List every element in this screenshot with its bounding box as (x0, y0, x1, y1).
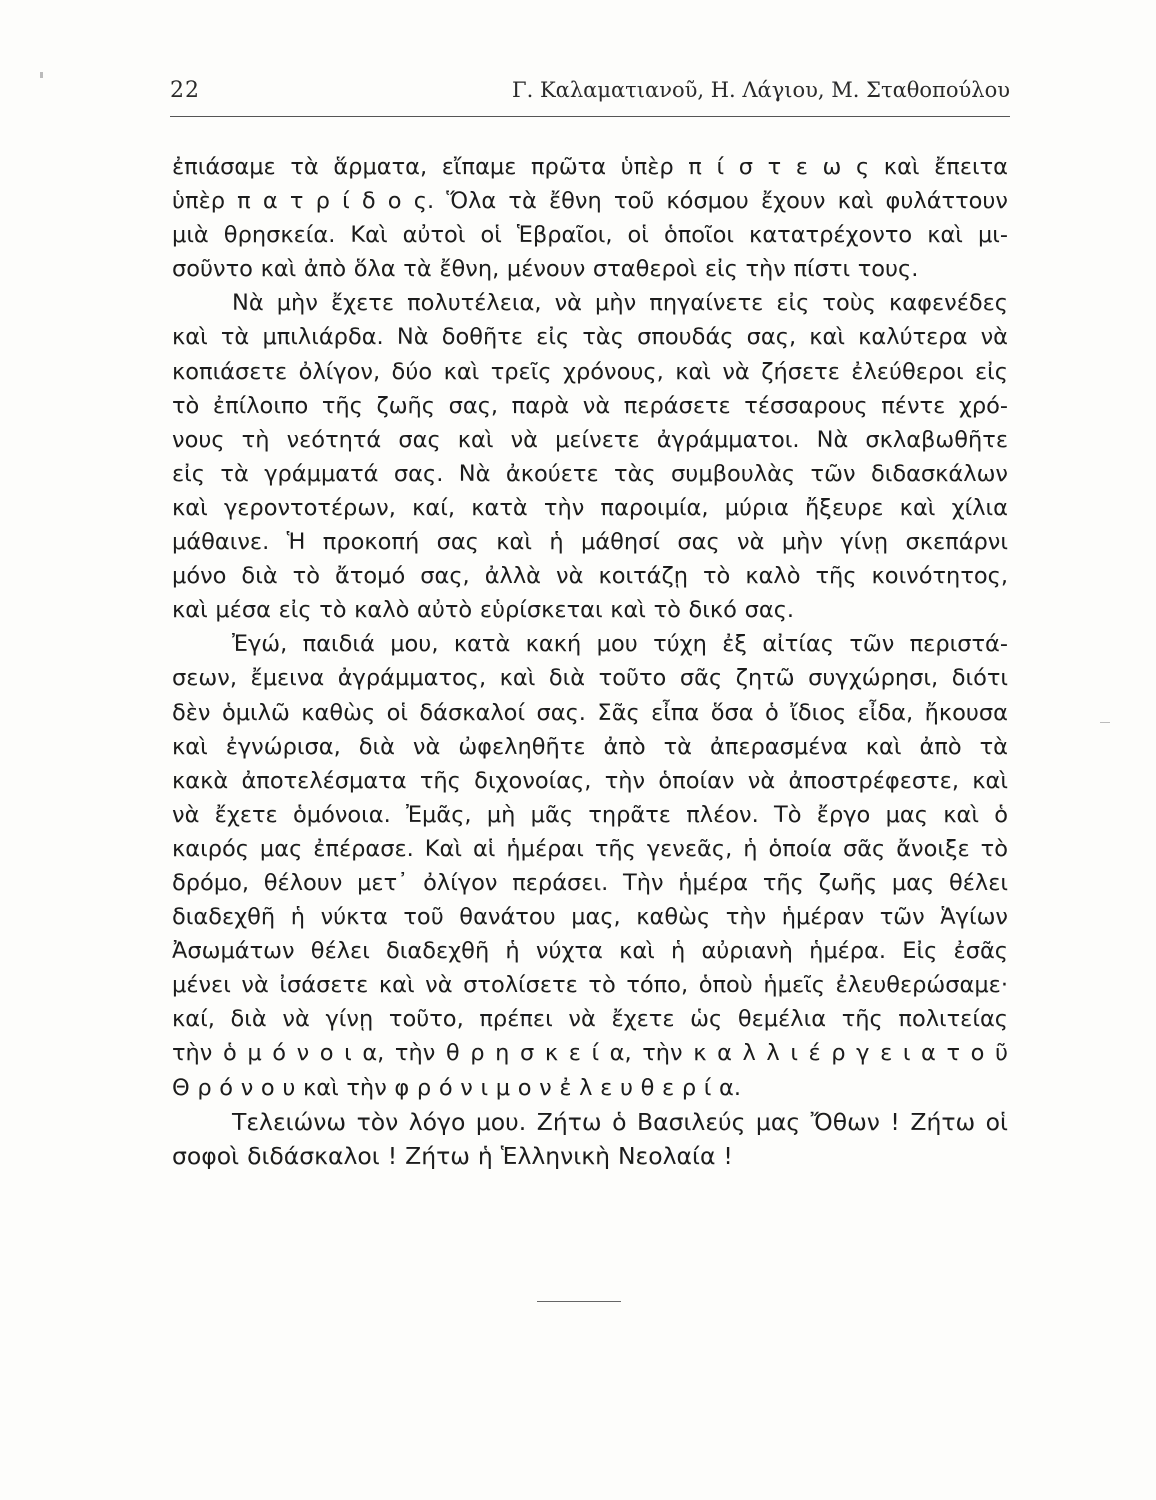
text-line: καὶ μέσα εἰς τὸ καλὸ αὐτὸ εὑρίσκεται καὶ τὸ δικό σας. (172, 597, 795, 624)
text-line: μόνο διὰ τὸ ἄτομό σας, ἀλλὰ νὰ κοιτάζῃ τὸ καλὸ τῆς κοινότητος, (172, 563, 1008, 590)
page-number: 22 (170, 78, 200, 103)
text-line: νὰ ἔχετε ὁμόνοια. Ἐμᾶς, μὴ μᾶς τηρᾶτε πλέον. Τὸ ἔργο μας καὶ ὁ (172, 801, 1008, 828)
footnote-rule (537, 1301, 621, 1302)
paragraph-start-line: Νὰ μὴν ἔχετε πολυτέλεια, νὰ μὴν πηγαίνετε εἰς τοὺς καφενέδες (232, 290, 1008, 317)
text-line: μιὰ θρησκεία. Καὶ αὐτοὶ οἱ Ἑβραῖοι, οἱ ὁποῖοι κατατρέχοντο καὶ μι- (172, 222, 1008, 249)
text-line: μάθαινε. Ἡ προκοπή σας καὶ ἡ μάθησί σας νὰ μὴν γίνῃ σκεπάρνι (172, 529, 1008, 556)
text-line: σοῦντο καὶ ἀπὸ ὅλα τὰ ἔθνη, μένουν σταθεροὶ εἰς τὴν πίστι τους. (172, 256, 919, 283)
text-line: ὑπὲρ π α τ ρ ί δ ο ς. Ὅλα τὰ ἔθνη τοῦ κόσμου ἔχουν καὶ φυλάττουν (172, 188, 1008, 215)
paragraph-start-line: Ἐγώ, παιδιά μου, κατὰ κακή μου τύχη ἐξ αἰτίας τῶν περιστά- (232, 631, 1008, 658)
body-text (172, 150, 1008, 1173)
header-rule (170, 116, 1010, 117)
text-line: καὶ τὰ μπιλιάρδα. Νὰ δοθῆτε εἰς τὰς σπουδάς σας, καὶ καλύτερα νὰ (172, 324, 1008, 351)
scan-speck (1100, 722, 1110, 723)
page-header (170, 78, 1010, 112)
text-line: καὶ γεροντοτέρων, καί, κατὰ τὴν παροιμία, μύρια ἤξευρε καὶ χίλια (172, 494, 1008, 521)
text-line: σοφοὶ διδάσκαλοι ! Ζήτω ἡ Ἑλληνικὴ Νεολαία ! (172, 1141, 733, 1170)
text-line: δὲν ὁμιλῶ καθὼς οἱ δάσκαλοί σας. Σᾶς εἶπα ὅσα ὁ ἴδιος εἶδα, ἤκουσα (172, 699, 1008, 726)
text-line: καὶ ἐγνώρισα, διὰ νὰ ὠφεληθῆτε ἀπὸ τὰ ἀπερασμένα καὶ ἀπὸ τὰ (172, 733, 1008, 760)
text-line: εἰς τὰ γράμματά σας. Νὰ ἀκούετε τὰς συμβουλὰς τῶν διδασκάλων (172, 460, 1008, 487)
text-line: κοπιάσετε ὀλίγον, δύο καὶ τρεῖς χρόνους, καὶ νὰ ζήσετε ἐλεύθεροι εἰς (172, 358, 1008, 385)
text-line: νους τὴ νεότητά σας καὶ νὰ μείνετε ἀγράμματοι. Νὰ σκλαβωθῆτε (172, 426, 1008, 453)
text-line: σεων, ἔμεινα ἀγράμματος, καὶ διὰ τοῦτο σᾶς ζητῶ συγχώρησι, διότι (172, 665, 1008, 692)
text-line: Θ ρ ό ν ο υ καὶ τὴν φ ρ ό ν ι μ ο ν ἐ λ ε υ θ ε ρ ί α. (172, 1074, 742, 1101)
text-line: κακὰ ἀποτελέσματα τῆς διχονοίας, τὴν ὁποίαν νὰ ἀποστρέφεστε, καὶ (172, 767, 1008, 794)
text-line: ἐπιάσαμε τὰ ἅρματα, εἴπαμε πρῶτα ὑπὲρ π ί σ τ ε ω ς καὶ ἔπειτα (172, 154, 1008, 180)
text-line: τὴν ὁ μ ό ν ο ι α, τὴν θ ρ η σ κ ε ί α, τὴν κ α λ λ ι έ ρ γ ε ι α τ ο ῦ (172, 1040, 1008, 1067)
running-title: Γ. Καλαματιανοῦ, Η. Λάγιου, Μ. Σταθοπούλου (512, 78, 1010, 102)
text-line: δρόμο, θέλουν μετ᾽ ὀλίγον περάσει. Τὴν ἡμέρα τῆς ζωῆς μας θέλει (172, 869, 1008, 896)
text-line: καιρός μας ἐπέρασε. Καὶ αἱ ἡμέραι τῆς γενεᾶς, ἡ ὁποία σᾶς ἄνοιξε τὸ (172, 835, 1008, 862)
text-line: τὸ ἐπίλοιπο τῆς ζωῆς σας, παρὰ νὰ περάσετε τέσσαρους πέντε χρό- (172, 392, 1008, 419)
scan-speck (40, 72, 43, 78)
text-line: Ἀσωμάτων θέλει διαδεχθῆ ἡ νύχτα καὶ ἡ αὐριανὴ ἡμέρα. Εἰς ἐσᾶς (172, 938, 1008, 965)
text-line: καί, διὰ νὰ γίνῃ τοῦτο, πρέπει νὰ ἔχετε ὡς θεμέλια τῆς πολιτείας (172, 1006, 1008, 1033)
text-line: διαδεχθῆ ἡ νύκτα τοῦ θανάτου μας, καθὼς τὴν ἡμέραν τῶν Ἁγίων (172, 904, 1008, 931)
text-line: μένει νὰ ἰσάσετε καὶ νὰ στολίσετε τὸ τόπο, ὁπoὺ ἡμεῖς ἐλευθερώσαμε· (172, 972, 1008, 999)
paragraph-start-line: Τελειώνω τὸν λόγο μου. Ζήτω ὁ Βασιλεύς μας Ὄθων ! Ζήτω οἱ (232, 1107, 1008, 1136)
